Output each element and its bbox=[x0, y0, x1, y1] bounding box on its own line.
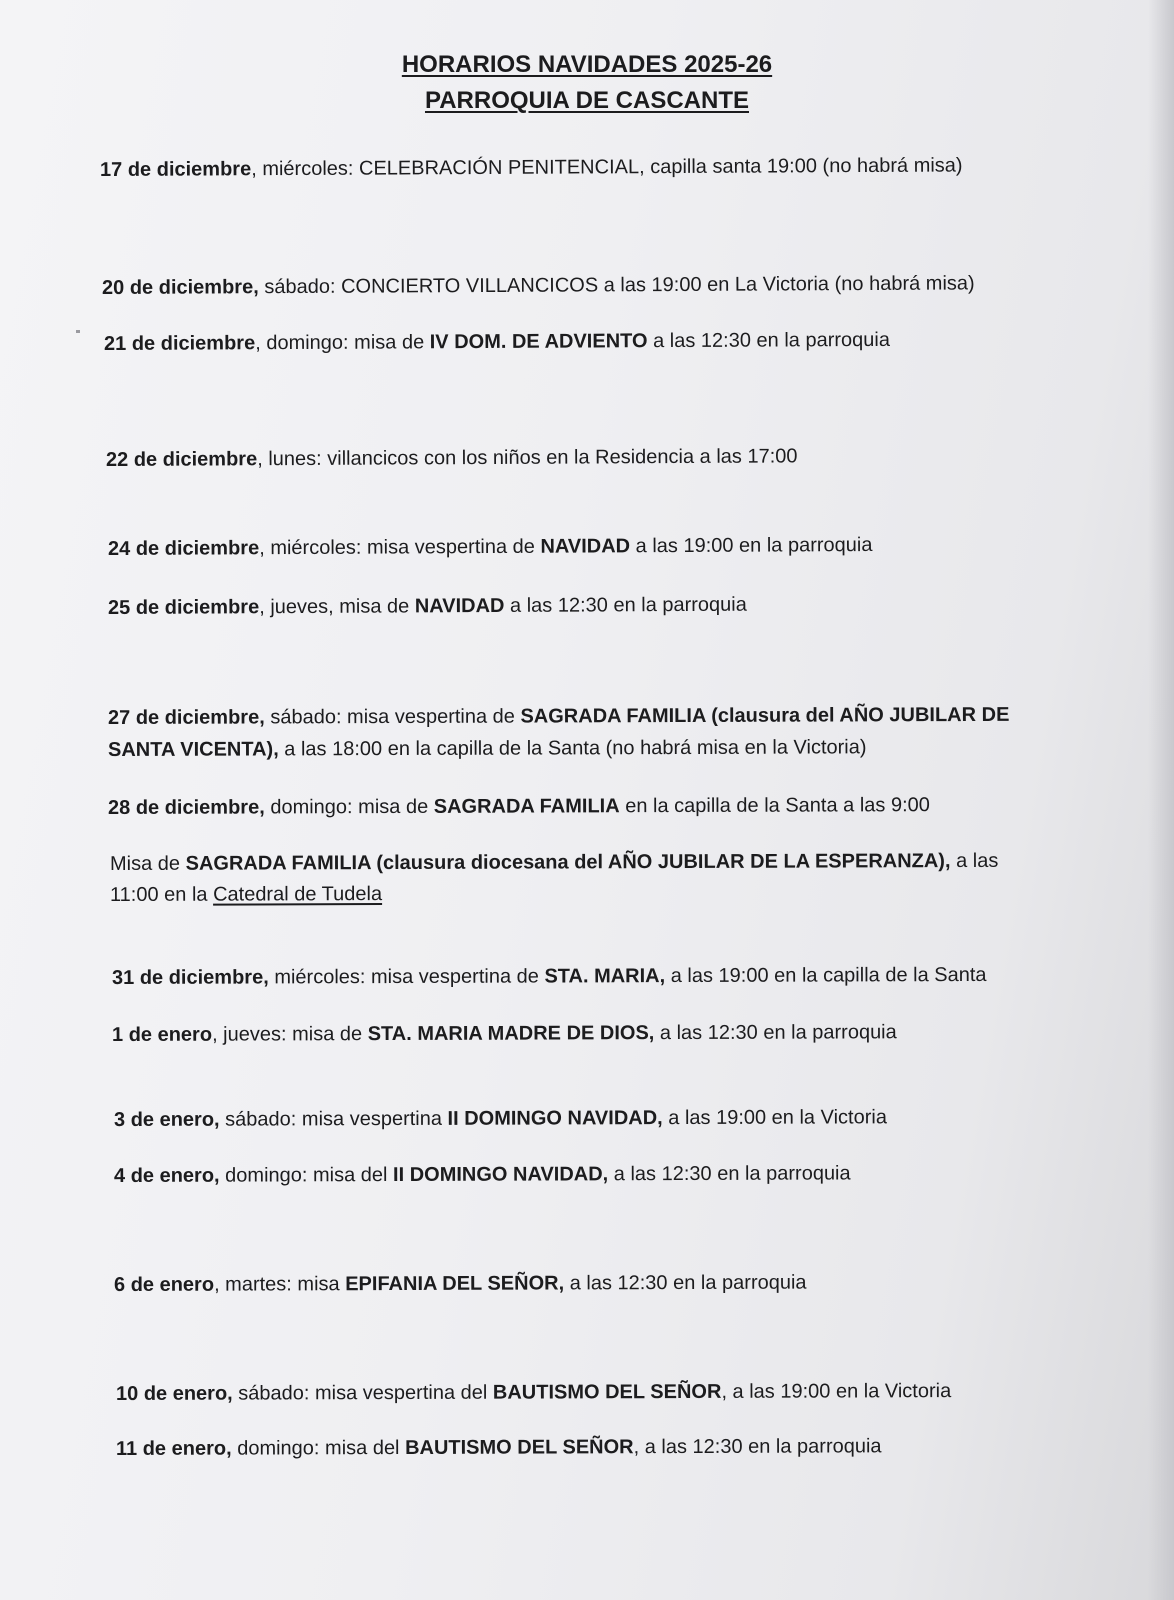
entry-text: a las 12:30 en la parroquia bbox=[608, 1162, 851, 1186]
entry-text: , jueves, misa de bbox=[259, 595, 415, 619]
entry-highlight: BAUTISMO DEL SEÑOR bbox=[405, 1436, 634, 1459]
schedule-entry bbox=[112, 1016, 897, 1051]
schedule-entry bbox=[102, 267, 975, 304]
entry-date: 4 de enero, bbox=[113, 1164, 220, 1187]
entry-date: 10 de enero, bbox=[115, 1382, 233, 1405]
entry-highlight: NAVIDAD bbox=[414, 594, 505, 618]
entry-text: , miércoles: CELEBRACIÓN PENITENCIAL, capilla santa 19:00 (no habrá misa) bbox=[251, 154, 963, 181]
entry-date: 1 de enero bbox=[111, 1023, 213, 1046]
entry-text: a las bbox=[950, 849, 999, 873]
entry-text: en la capilla de la Santa a las 9:00 bbox=[619, 794, 930, 818]
entry-text: a las 18:00 en la capilla de la Santa (no habrá misa en la Victoria) bbox=[278, 736, 867, 761]
entry-text: Misa de bbox=[109, 852, 186, 875]
entry-highlight: II DOMINGO NAVIDAD, bbox=[392, 1163, 609, 1187]
entry-highlight: II DOMINGO NAVIDAD, bbox=[447, 1107, 663, 1130]
entry-text: a las 12:30 en la parroquia bbox=[654, 1021, 897, 1045]
entry-text: 11:00 en la bbox=[109, 883, 214, 906]
entry-date: 27 de diciembre, bbox=[107, 706, 265, 729]
entry-text: miércoles: misa vespertina de bbox=[268, 965, 545, 989]
entry-text: a las 12:30 en la parroquia bbox=[564, 1271, 807, 1295]
entry-highlight: NAVIDAD bbox=[540, 535, 631, 558]
schedule-entry bbox=[108, 529, 873, 565]
schedule-entry bbox=[114, 1101, 887, 1136]
schedule-entry-continuation bbox=[108, 731, 867, 766]
entry-highlight: STA. MARIA, bbox=[544, 965, 666, 988]
cathedral-name: Catedral de Tudela bbox=[213, 883, 383, 906]
entry-highlight: EPIFANIA DEL SEÑOR, bbox=[345, 1272, 565, 1296]
entry-text: a las 19:00 en la capilla de la Santa bbox=[665, 963, 987, 988]
schedule-entry-continuation bbox=[110, 878, 382, 911]
entry-text: domingo: misa del bbox=[219, 1164, 394, 1187]
schedule-entry bbox=[108, 589, 747, 624]
schedule-entry bbox=[114, 1157, 851, 1192]
title-line-1: HORARIOS NAVIDADES 2025-26 bbox=[401, 51, 773, 78]
entry-text: , martes: misa bbox=[214, 1273, 346, 1296]
entry-date: 24 de diciembre bbox=[107, 537, 260, 560]
schedule-entry bbox=[106, 440, 798, 476]
entry-highlight: IV DOM. DE ADVIENTO bbox=[429, 330, 648, 354]
entry-date: 28 de diciembre, bbox=[107, 796, 265, 819]
entry-date: 25 de diciembre bbox=[107, 596, 260, 619]
paper-edge-shadow bbox=[1148, 0, 1174, 1600]
entry-text: domingo: misa del bbox=[231, 1436, 406, 1460]
schedule-entry bbox=[116, 1430, 882, 1465]
entry-text: , miércoles: misa vespertina de bbox=[259, 535, 541, 560]
entry-highlight: SAGRADA FAMILIA bbox=[433, 795, 620, 818]
entry-text: sábado: misa vespertina del bbox=[232, 1381, 493, 1405]
entry-date: 31 de diciembre, bbox=[111, 966, 269, 989]
entry-text: , domingo: misa de bbox=[255, 331, 430, 355]
entry-text: sábado: misa vespertina de bbox=[264, 705, 521, 729]
entry-highlight: STA. MARIA MADRE DE DIOS, bbox=[367, 1022, 655, 1046]
schedule-entry bbox=[112, 959, 987, 994]
entry-text: , a las 19:00 en la Victoria bbox=[721, 1380, 952, 1403]
entry-text: sábado: CONCIERTO VILLANCICOS a las 19:00 en La Victoria (no habrá misa) bbox=[258, 272, 975, 299]
entry-highlight: BAUTISMO DEL SEÑOR bbox=[492, 1380, 722, 1404]
entry-date: 22 de diciembre bbox=[105, 448, 258, 471]
entry-text: a las 19:00 en la Victoria bbox=[662, 1106, 887, 1130]
entry-text: , a las 12:30 en la parroquia bbox=[633, 1435, 882, 1459]
entry-text: , lunes: villancicos con los niños en la Residencia a las 17:00 bbox=[257, 445, 798, 471]
entry-text: a las 19:00 en la parroquia bbox=[629, 533, 873, 558]
schedule-entry bbox=[104, 324, 890, 360]
schedule-entry bbox=[100, 149, 963, 186]
entry-highlight: SAGRADA FAMILIA (clausura del AÑO JUBILAR DE bbox=[520, 703, 1010, 728]
schedule-entry bbox=[108, 699, 1009, 734]
entry-date: 3 de enero, bbox=[113, 1108, 220, 1131]
entry-date: 20 de diciembre, bbox=[101, 276, 259, 299]
entry-date: 11 de enero, bbox=[115, 1437, 232, 1460]
entry-text: a las 12:30 en la parroquia bbox=[504, 593, 747, 617]
entry-text: domingo: misa de bbox=[264, 795, 434, 819]
schedule-entry bbox=[114, 1267, 807, 1301]
entry-date: 17 de diciembre bbox=[99, 158, 252, 181]
schedule-entry bbox=[110, 845, 998, 880]
schedule-entry bbox=[108, 789, 930, 824]
entry-highlight: SANTA VICENTA), bbox=[107, 738, 279, 761]
entry-date: 21 de diciembre bbox=[103, 332, 256, 355]
schedule-entry bbox=[116, 1375, 951, 1410]
entry-text: sábado: misa vespertina bbox=[219, 1107, 448, 1131]
entry-text: a las 12:30 en la parroquia bbox=[647, 328, 890, 353]
entry-highlight: SAGRADA FAMILIA (clausura diocesana del AÑO JUBILAR DE LA ESPERANZA), bbox=[185, 850, 951, 875]
title-line-2: PARROQUIA DE CASCANTE bbox=[424, 87, 749, 114]
entry-text: , jueves: misa de bbox=[212, 1023, 368, 1046]
entry-date: 6 de enero bbox=[113, 1273, 215, 1296]
paper-speck bbox=[76, 330, 80, 333]
